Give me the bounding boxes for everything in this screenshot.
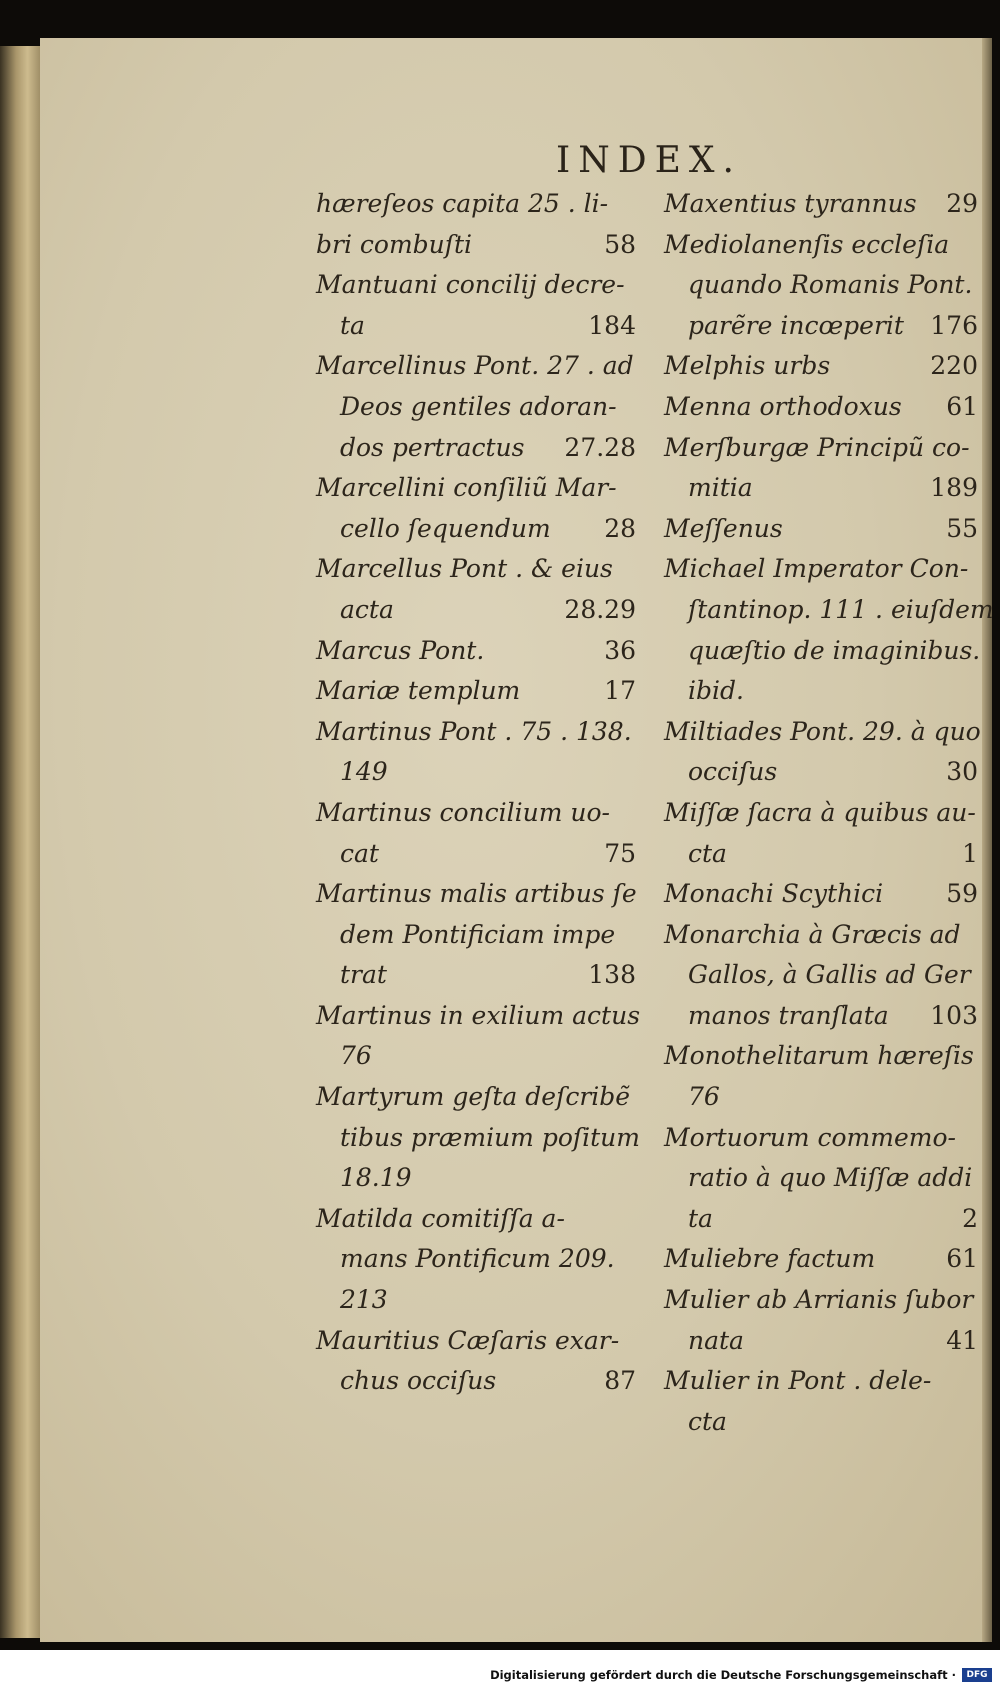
index-line — [664, 955, 978, 996]
index-line — [664, 752, 978, 793]
index-column-right — [664, 184, 994, 1442]
index-entry-text: ta — [340, 310, 365, 340]
index-entry-text: Mariæ templum — [316, 676, 521, 706]
index-line — [664, 671, 978, 712]
footer-bar — [0, 1650, 1000, 1690]
index-line — [316, 1361, 636, 1402]
index-line — [316, 265, 636, 306]
footer-credit: Digitalisierung gefördert durch die Deutsche Forschungsgemeinschaft · — [490, 1668, 956, 1682]
index-entry-text: ta — [688, 1203, 713, 1233]
index-entry-text: Mulier in Pont . dele- — [664, 1366, 932, 1396]
index-entry-text: Mulier ab Arrianis ſubor — [664, 1285, 974, 1315]
index-page-number: 41 — [946, 1325, 978, 1355]
index-entry-text: 76 — [688, 1082, 720, 1112]
index-entry-text: Monarchia à Græcis ad — [664, 919, 961, 949]
index-entry-text: hæreſeos capita 25 . li- — [316, 189, 609, 218]
index-line — [664, 1402, 978, 1443]
index-line — [316, 549, 636, 590]
index-line — [664, 1321, 978, 1362]
index-line — [316, 955, 636, 996]
index-entry-text: ibid. — [688, 676, 744, 706]
index-entry-text: Marcus Pont. — [316, 635, 485, 665]
index-entry-text: mitia — [688, 473, 753, 503]
index-page-number: 2 — [962, 1203, 978, 1233]
index-line — [316, 387, 636, 428]
index-page-number: 75 — [604, 838, 636, 868]
index-page-number: 29 — [946, 189, 978, 218]
index-line — [316, 915, 636, 956]
index-page-number: 27.28 — [564, 432, 636, 462]
index-entry-text: Michael Imperator Con- — [664, 554, 969, 584]
index-line — [664, 590, 994, 631]
index-entry-text: Matilda comitiſſa a- — [316, 1203, 565, 1233]
index-entry-text: Mortuorum commemo- — [664, 1122, 956, 1152]
index-line — [316, 509, 636, 550]
page-edge — [982, 38, 992, 1642]
index-line — [316, 1321, 636, 1362]
index-entry-text: 149 — [340, 757, 388, 787]
index-line — [316, 834, 636, 875]
index-entry-text: dos pertractus — [340, 432, 525, 462]
index-entry-text: Muliebre factum — [664, 1244, 876, 1274]
index-entry-text: cello ſequendum — [340, 513, 551, 543]
index-entry-text: acta — [340, 594, 394, 624]
index-line — [316, 712, 636, 753]
index-entry-text: Martinus concilium uo- — [316, 797, 610, 827]
index-line — [664, 1036, 978, 1077]
index-entry-text: cat — [340, 838, 379, 868]
index-entry-text: ſtantinop. 111 . eiuſdem — [688, 594, 994, 624]
index-entry-text: cta — [688, 838, 727, 868]
index-entry-text: Marcellinus Pont. 27 . ad — [316, 351, 634, 381]
index-line — [316, 590, 636, 631]
index-entry-text: 213 — [340, 1285, 388, 1315]
index-page-number: 184 — [588, 310, 636, 340]
index-entry-text: quando Romanis Pont. — [688, 270, 973, 300]
index-line — [316, 1239, 636, 1280]
index-line — [664, 1158, 978, 1199]
index-line — [664, 1239, 978, 1280]
index-line — [664, 1077, 978, 1118]
index-line — [664, 509, 978, 550]
index-line — [316, 1280, 636, 1321]
index-line — [664, 428, 978, 469]
index-page-number: 28 — [604, 513, 636, 543]
index-line — [316, 1199, 636, 1240]
index-line — [664, 1280, 978, 1321]
index-line — [316, 752, 636, 793]
index-entry-text: Mediolanenſis eccleſia — [664, 229, 950, 259]
page-title: INDEX. — [556, 140, 742, 181]
index-line — [664, 915, 978, 956]
index-entry-text: cta — [688, 1406, 727, 1436]
index-line — [664, 306, 978, 347]
index-line — [316, 346, 636, 387]
index-line — [664, 834, 978, 875]
index-line — [316, 1036, 636, 1077]
index-page-number: 176 — [930, 310, 978, 340]
index-page-number: 58 — [604, 229, 636, 259]
index-line — [664, 184, 978, 225]
index-entry-text: Monothelitarum hæreſis — [664, 1041, 974, 1071]
index-line — [664, 265, 978, 306]
index-entry-text: Miſſæ ſacra à quibus au- — [664, 797, 976, 827]
index-page-number: 189 — [930, 473, 978, 503]
index-line — [664, 996, 978, 1037]
index-entry-text: 76 — [340, 1041, 372, 1071]
index-line — [316, 306, 636, 347]
index-line — [316, 793, 636, 834]
index-line — [316, 631, 636, 672]
index-page-number: 30 — [946, 757, 978, 787]
index-entry-text: Miltiades Pont. 29. à quo — [664, 716, 981, 746]
index-entry-text: manos tranſlata — [688, 1000, 889, 1030]
index-entry-text: Martinus malis artibus ſe — [316, 879, 637, 909]
index-page-number: 138 — [588, 960, 636, 990]
index-entry-text: Martinus Pont . 75 . 138. — [316, 716, 632, 746]
dfg-logo-icon: DFG — [962, 1668, 992, 1682]
index-entry-text: Marcellini conſiliũ Mar- — [316, 473, 617, 503]
index-line — [664, 874, 978, 915]
index-line — [316, 225, 636, 266]
index-page-number: 61 — [946, 391, 978, 421]
index-line — [316, 184, 636, 225]
index-page-number: 36 — [604, 635, 636, 665]
index-entry-text: Martyrum geſta deſcribẽ — [316, 1082, 631, 1112]
index-entry-text: Marcellus Pont . & eius — [316, 554, 613, 584]
index-page-number: 28.29 — [564, 594, 636, 624]
index-entry-text: Deos gentiles adoran- — [340, 391, 617, 421]
index-entry-text: mans Pontificum 209. — [340, 1244, 615, 1274]
index-entry-text: ratio à quo Miſſæ addi — [688, 1163, 973, 1193]
index-entry-text: Melphis urbs — [664, 351, 831, 381]
index-page-number: 1 — [962, 838, 978, 868]
index-entry-text: chus occiſus — [340, 1366, 497, 1396]
index-entry-text: Maxentius tyrannus — [664, 189, 917, 218]
index-page-number: 220 — [930, 351, 978, 381]
index-line — [316, 1158, 636, 1199]
index-entry-text: Mantuani concilij decre- — [316, 270, 625, 300]
index-entry-text: occiſus — [688, 757, 778, 787]
index-entry-text: 18.19 — [340, 1163, 412, 1193]
index-entry-text: Martinus in exilium actus — [316, 1000, 641, 1030]
index-line — [664, 468, 978, 509]
index-line — [664, 387, 978, 428]
index-line — [316, 428, 636, 469]
index-entry-text: trat — [340, 960, 387, 990]
index-entry-text: parẽre incœperit — [688, 310, 904, 340]
index-line — [664, 712, 981, 753]
index-line — [664, 225, 978, 266]
index-line — [316, 671, 636, 712]
index-line — [664, 1361, 978, 1402]
index-entry-text: Menna orthodoxus — [664, 391, 902, 421]
index-page-number: 17 — [604, 676, 636, 706]
index-page-number: 59 — [946, 879, 978, 909]
index-entry-text: Merſburgæ Principũ co- — [664, 432, 970, 462]
index-line — [664, 346, 978, 387]
index-line — [664, 1199, 978, 1240]
index-line — [316, 468, 636, 509]
index-line — [316, 1077, 636, 1118]
index-page-number: 87 — [604, 1366, 636, 1396]
index-line — [664, 1118, 978, 1159]
index-entry-text: Gallos, à Gallis ad Ger — [688, 960, 971, 990]
index-entry-text: dem Pontificiam impe — [340, 919, 616, 949]
index-entry-text: Meſſenus — [664, 513, 783, 543]
index-line — [316, 874, 636, 915]
index-page-number: 61 — [946, 1244, 978, 1274]
index-line — [664, 793, 978, 834]
index-line — [664, 549, 978, 590]
index-line — [316, 1118, 640, 1159]
index-entry-text: Monachi Scythici — [664, 879, 884, 909]
index-line — [664, 631, 981, 672]
index-line — [316, 996, 641, 1037]
index-entry-text: bri combuſti — [316, 229, 473, 259]
index-page-number: 55 — [946, 513, 978, 543]
index-page-number: 103 — [930, 1000, 978, 1030]
index-entry-text: nata — [688, 1325, 744, 1355]
index-entry-text: Mauritius Cæſaris exar- — [316, 1325, 620, 1355]
index-entry-text: quæſtio de imaginibus. — [688, 635, 981, 665]
index-entry-text: tibus præmium poſitum — [340, 1122, 640, 1152]
index-column-left — [316, 184, 641, 1402]
